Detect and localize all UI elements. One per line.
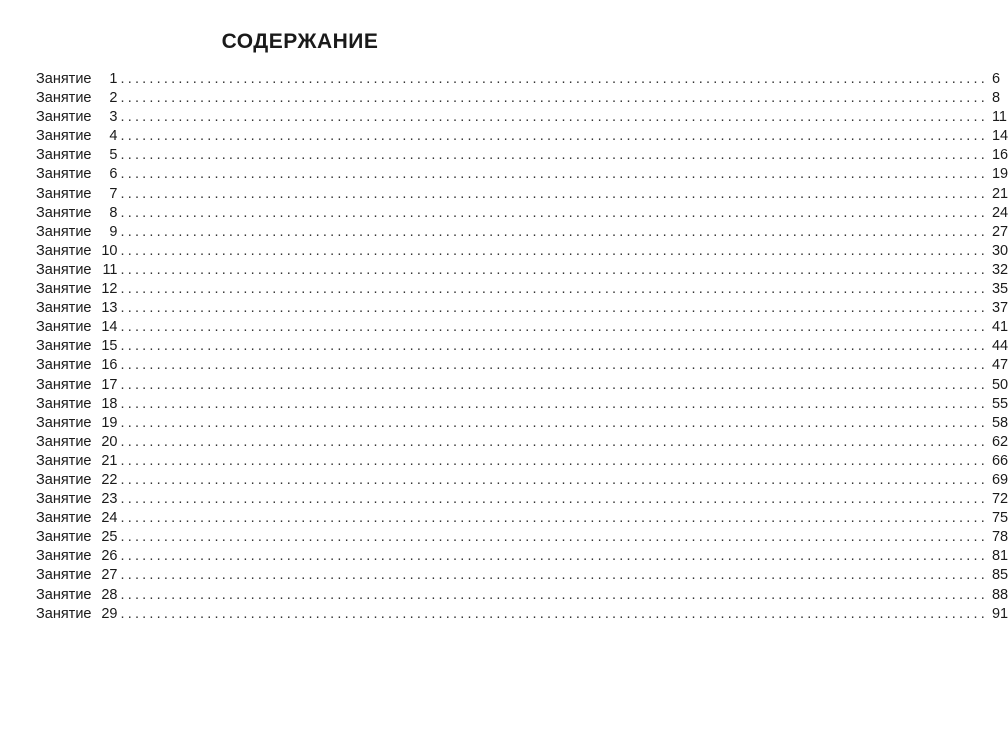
toc-entry-page: 72 bbox=[991, 491, 1008, 508]
toc-entry-page: 58 bbox=[991, 414, 1008, 431]
toc-entry-label: Занятие bbox=[36, 166, 92, 183]
dot-leader: ........................................................................................................................ bbox=[120, 338, 988, 355]
toc-entry-number: 23 bbox=[101, 491, 118, 508]
dot-leader: ........................................................................................................................ bbox=[120, 433, 988, 450]
dot-leader: ........................................................................................................................ bbox=[120, 300, 988, 317]
toc-entry[interactable] bbox=[36, 605, 1008, 624]
dot-leader: ........................................................................................................................ bbox=[120, 395, 988, 412]
toc-entry-number: 24 bbox=[101, 510, 118, 527]
toc-entry-label: Занятие bbox=[36, 357, 92, 374]
toc-entry-label: Занятие bbox=[36, 300, 92, 317]
toc-entry-label: Занятие bbox=[36, 395, 92, 412]
toc-entry-label: Занятие bbox=[36, 242, 92, 259]
toc-entry-page: 78 bbox=[991, 529, 1008, 546]
toc-entry[interactable] bbox=[36, 433, 1008, 452]
toc-entry-label: Занятие bbox=[36, 319, 92, 336]
toc-entry-label: Занятие bbox=[36, 204, 92, 221]
dot-leader: ........................................................................................................................ bbox=[120, 510, 988, 527]
toc-entry-label: Занятие bbox=[36, 605, 92, 622]
toc-entry-number: 18 bbox=[101, 395, 118, 412]
toc-entry-label: Занятие bbox=[36, 109, 92, 126]
toc-entry-page: 30 bbox=[991, 242, 1008, 259]
toc-entry-number: 14 bbox=[101, 319, 118, 336]
toc-entry-label: Занятие bbox=[36, 71, 92, 87]
toc-entry-page: 66 bbox=[991, 452, 1008, 469]
toc-entry-page: 32 bbox=[991, 261, 1008, 278]
dot-leader: ........................................................................................................................ bbox=[120, 242, 988, 259]
dot-leader: ........................................................................................................................ bbox=[120, 491, 988, 508]
toc-entry-number: 19 bbox=[101, 414, 118, 431]
dot-leader: ........................................................................................................................ bbox=[120, 109, 988, 126]
toc-entry-number: 6 bbox=[109, 166, 118, 183]
dot-leader: ........................................................................................................................ bbox=[120, 281, 988, 298]
toc-entry-page: 6 bbox=[991, 71, 1001, 87]
toc-entry-number: 21 bbox=[101, 452, 118, 469]
toc-entry[interactable] bbox=[36, 337, 1008, 356]
toc-entry-page: 69 bbox=[991, 471, 1008, 488]
toc-entry-page: 37 bbox=[991, 300, 1008, 317]
toc-entry[interactable] bbox=[36, 70, 1001, 89]
toc-entry-page: 24 bbox=[991, 204, 1008, 221]
toc-entry-number: 5 bbox=[109, 147, 118, 164]
dot-leader: ........................................................................................................................ bbox=[120, 586, 988, 603]
toc-entry[interactable] bbox=[36, 165, 1008, 184]
toc-entry-page: 27 bbox=[991, 223, 1008, 240]
toc-entry-number: 25 bbox=[101, 529, 118, 546]
toc-entry[interactable] bbox=[36, 299, 1008, 318]
toc-entry-label: Занятие bbox=[36, 567, 92, 584]
dot-leader: ........................................................................................................................ bbox=[120, 414, 988, 431]
toc-entry-page: 88 bbox=[991, 586, 1008, 603]
dot-leader: ........................................................................................................................ bbox=[120, 128, 988, 145]
toc-entry[interactable] bbox=[36, 586, 1008, 605]
toc-entry[interactable] bbox=[36, 471, 1008, 490]
toc-entry-page: 16 bbox=[991, 147, 1008, 164]
dot-leader: ........................................................................................................................ bbox=[120, 605, 988, 622]
toc-entry-number: 9 bbox=[109, 223, 118, 240]
toc-entry[interactable] bbox=[36, 223, 1008, 242]
toc-entry-label: Занятие bbox=[36, 510, 92, 527]
toc-entry-page: 11 bbox=[991, 109, 1007, 126]
dot-leader: ........................................................................................................................ bbox=[120, 376, 988, 393]
dot-leader: ........................................................................................................................ bbox=[120, 319, 988, 336]
toc-entry-label: Занятие bbox=[36, 223, 92, 240]
toc-entry-page: 85 bbox=[991, 567, 1008, 584]
toc-entry-page: 62 bbox=[991, 433, 1008, 450]
toc-entry-number: 20 bbox=[101, 433, 118, 450]
toc-entry-page: 8 bbox=[991, 90, 1001, 107]
toc-entry[interactable] bbox=[36, 414, 1008, 433]
toc-entry-label: Занятие bbox=[36, 471, 92, 488]
toc-entry[interactable] bbox=[36, 146, 1008, 165]
dot-leader: ........................................................................................................................ bbox=[120, 223, 988, 240]
toc-entry-page: 14 bbox=[991, 128, 1008, 145]
toc-entry-page: 81 bbox=[991, 548, 1008, 565]
toc-entry-number: 12 bbox=[101, 281, 118, 298]
toc-entry-label: Занятие bbox=[36, 261, 92, 278]
dot-leader: ........................................................................................................................ bbox=[120, 204, 988, 221]
toc-entry-label: Занятие bbox=[36, 586, 92, 603]
toc-entry[interactable] bbox=[36, 318, 1008, 337]
toc-entry[interactable] bbox=[36, 376, 1008, 395]
dot-leader: ........................................................................................................................ bbox=[120, 261, 988, 278]
toc-entry-number: 8 bbox=[109, 204, 118, 221]
toc-entry-page: 47 bbox=[991, 357, 1008, 374]
toc-entry[interactable] bbox=[36, 547, 1008, 566]
dot-leader: ........................................................................................................................ bbox=[120, 529, 988, 546]
toc-entry-label: Занятие bbox=[36, 338, 92, 355]
toc-entry-page: 19 bbox=[991, 166, 1008, 183]
toc-entry-number: 2 bbox=[109, 90, 118, 107]
toc-entry-number: 10 bbox=[101, 242, 118, 259]
toc-entry-label: Занятие bbox=[36, 529, 92, 546]
toc-entry-number: 16 bbox=[101, 357, 118, 374]
toc-entry[interactable] bbox=[36, 395, 1008, 414]
dot-leader: ........................................................................................................................ bbox=[120, 90, 988, 107]
toc-entry-number: 29 bbox=[101, 605, 118, 622]
toc-entry-label: Занятие bbox=[36, 491, 92, 508]
toc-entry[interactable] bbox=[36, 204, 1008, 223]
toc-entry[interactable] bbox=[36, 89, 1001, 108]
page-title: СОДЕРЖАНИЕ bbox=[221, 30, 379, 53]
toc-entry-number: 22 bbox=[101, 471, 118, 488]
toc-entry-number: 1 bbox=[109, 71, 118, 87]
toc-entry[interactable] bbox=[36, 280, 1008, 299]
toc-entry-page: 44 bbox=[991, 338, 1008, 355]
toc-entry-label: Занятие bbox=[36, 147, 92, 164]
toc-entry[interactable] bbox=[36, 528, 1008, 547]
toc-entry-label: Занятие bbox=[36, 376, 92, 393]
toc-entry-label: Занятие bbox=[36, 433, 92, 450]
toc-entry-number: 17 bbox=[101, 376, 118, 393]
toc-entry-number: 11 bbox=[102, 261, 118, 278]
dot-leader: ........................................................................................................................ bbox=[120, 548, 988, 565]
toc-entry-number: 13 bbox=[101, 300, 118, 317]
toc-entry-number: 3 bbox=[109, 109, 118, 126]
toc-entry[interactable] bbox=[36, 566, 1008, 585]
toc-entry-page: 55 bbox=[991, 395, 1008, 412]
toc-entry[interactable] bbox=[36, 185, 1008, 204]
toc-entry[interactable] bbox=[36, 261, 1008, 280]
toc-entry-label: Занятие bbox=[36, 185, 92, 202]
toc-entry[interactable] bbox=[36, 509, 1008, 528]
toc-entry-label: Занятие bbox=[36, 548, 92, 565]
toc-entry[interactable] bbox=[36, 127, 1008, 146]
toc-entry-page: 41 bbox=[991, 319, 1008, 336]
toc-list bbox=[36, 70, 1008, 624]
toc-entry-label: Занятие bbox=[36, 452, 92, 469]
toc-entry-page: 50 bbox=[991, 376, 1008, 393]
dot-leader: ........................................................................................................................ bbox=[120, 147, 988, 164]
toc-entry[interactable] bbox=[36, 108, 1007, 127]
toc-entry[interactable] bbox=[36, 490, 1008, 509]
dot-leader: ........................................................................................................................ bbox=[120, 357, 988, 374]
toc-entry-page: 75 bbox=[991, 510, 1008, 527]
toc-entry-page: 91 bbox=[991, 605, 1008, 622]
toc-entry-label: Занятие bbox=[36, 281, 92, 298]
toc-entry-number: 26 bbox=[101, 548, 118, 565]
toc-entry-number: 28 bbox=[101, 586, 118, 603]
dot-leader: ........................................................................................................................ bbox=[120, 567, 988, 584]
toc-entry-page: 35 bbox=[991, 281, 1008, 298]
toc-entry[interactable] bbox=[36, 242, 1008, 261]
toc-entry-page: 21 bbox=[991, 185, 1008, 202]
toc-entry-label: Занятие bbox=[36, 414, 92, 431]
dot-leader: ........................................................................................................................ bbox=[120, 452, 988, 469]
toc-entry-number: 27 bbox=[101, 567, 118, 584]
dot-leader: ........................................................................................................................ bbox=[120, 185, 988, 202]
toc-entry-number: 15 bbox=[101, 338, 118, 355]
toc-entry[interactable] bbox=[36, 452, 1008, 471]
dot-leader: ........................................................................................................................ bbox=[120, 71, 988, 87]
toc-entry-number: 4 bbox=[109, 128, 118, 145]
toc-entry-number: 7 bbox=[109, 185, 118, 202]
dot-leader: ........................................................................................................................ bbox=[120, 166, 988, 183]
toc-entry-label: Занятие bbox=[36, 90, 92, 107]
dot-leader: ........................................................................................................................ bbox=[120, 471, 988, 488]
toc-entry-label: Занятие bbox=[36, 128, 92, 145]
toc-entry[interactable] bbox=[36, 356, 1008, 375]
